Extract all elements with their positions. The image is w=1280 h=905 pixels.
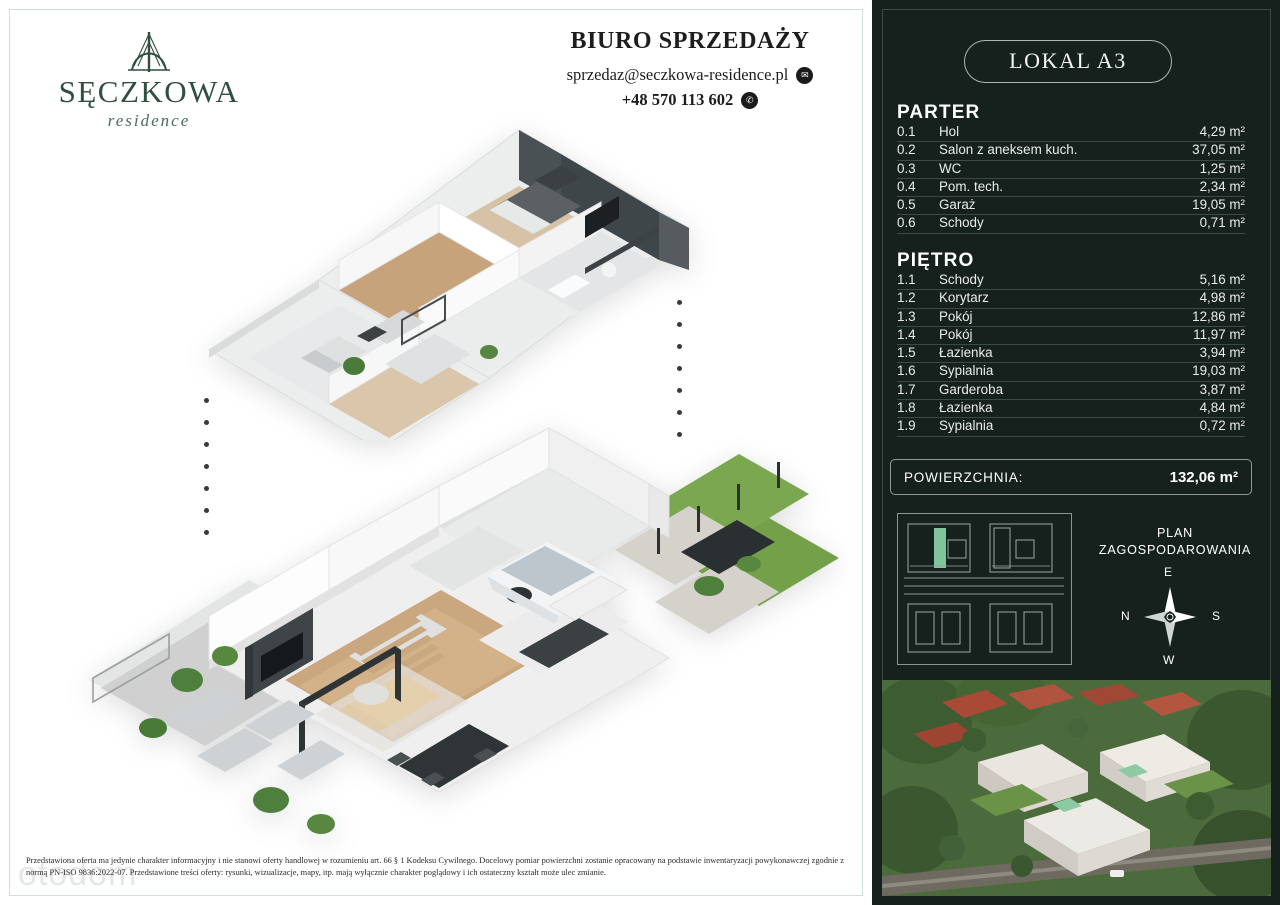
contact-email-row[interactable] xyxy=(500,65,880,85)
table-row xyxy=(897,309,1245,327)
table-row xyxy=(897,345,1245,363)
room-number: 1.5 xyxy=(897,345,916,361)
contact-email: sprzedaz@seczkowa-residence.pl xyxy=(566,65,789,84)
site-plan-title-line1: PLAN xyxy=(1156,526,1194,540)
table-row xyxy=(897,161,1245,179)
room-area: 1,25 m² xyxy=(1199,160,1245,176)
table-row xyxy=(897,400,1245,418)
room-area: 19,05 m² xyxy=(1192,197,1245,213)
legal-disclaimer: Przedstawiona oferta ma jedynie charakter informacyjny i nie stanowi oferty handlowej w rozumieniu art. 66 § 1 Kodeksu Cywilnego. Docelowy pomiar powierzchni zostanie opracowany na podstawie inwentaryzacji powykonawczej zgodnie z normą PN-ISO 9836:2022-07. Przedstawione treści oferty: rysunki, wizualizacje, mapy, itp. mają wyłącznie charakter poglądowy i ich ostateczny kształt może ulec zmianie. xyxy=(26,856,844,878)
table-row xyxy=(897,327,1245,345)
room-number: 0.6 xyxy=(897,215,916,231)
brand-name: SĘCZKOWA xyxy=(58,74,240,109)
room-area: 37,05 m² xyxy=(1192,142,1245,158)
room-name: WC xyxy=(939,160,962,176)
room-number: 1.7 xyxy=(897,381,916,397)
room-name: Pokój xyxy=(939,326,973,342)
room-name: Schody xyxy=(939,272,984,287)
room-area: 2,34 m² xyxy=(1199,178,1245,194)
room-number: 1.2 xyxy=(897,290,916,306)
table-row xyxy=(897,418,1245,436)
room-number: 0.5 xyxy=(897,197,916,213)
room-area: 19,03 m² xyxy=(1192,363,1245,379)
bridge-monogram-icon xyxy=(120,30,178,74)
room-area: 4,29 m² xyxy=(1199,124,1245,139)
room-name: Pokój xyxy=(939,308,973,324)
contact-block xyxy=(500,28,880,115)
table-row xyxy=(897,363,1245,381)
room-area: 5,16 m² xyxy=(1199,272,1245,287)
brand-subtitle: residence xyxy=(107,111,191,130)
room-name: Sypialnia xyxy=(939,418,994,434)
room-name: Łazienka xyxy=(939,400,993,416)
table-row xyxy=(897,124,1245,142)
room-number: 1.9 xyxy=(897,418,916,434)
room-number: 1.4 xyxy=(897,326,916,342)
room-name: Korytarz xyxy=(939,290,989,306)
room-area: 3,87 m² xyxy=(1199,381,1245,397)
table-row xyxy=(897,197,1245,215)
room-number: 0.2 xyxy=(897,142,916,158)
table-row xyxy=(897,272,1245,290)
room-area: 0,72 m² xyxy=(1199,418,1245,434)
compass-needle-icon xyxy=(1142,585,1198,649)
room-area: 4,98 m² xyxy=(1199,290,1245,306)
contact-title: BIURO SPRZEDAŻY xyxy=(570,28,810,54)
room-number: 1.3 xyxy=(897,308,916,324)
table-row xyxy=(897,290,1245,308)
aerial-photo xyxy=(882,680,1271,896)
total-area-label: POWIERZCHNIA: xyxy=(904,469,1024,485)
unit-badge: LOKAL A3 xyxy=(964,40,1172,83)
ground-floor-render xyxy=(49,380,849,850)
room-number: 0.4 xyxy=(897,178,916,194)
room-number: 1.6 xyxy=(897,363,916,379)
room-name: Łazienka xyxy=(939,345,993,361)
table-row xyxy=(897,179,1245,197)
compass-south-label: S xyxy=(1211,609,1220,623)
room-area: 4,84 m² xyxy=(1199,400,1245,416)
room-name: Garderoba xyxy=(939,381,1004,397)
table-row xyxy=(897,142,1245,160)
phone-icon: ✆ xyxy=(741,92,758,109)
room-name: Pom. tech. xyxy=(939,178,1004,194)
room-area: 3,94 m² xyxy=(1199,345,1245,361)
floor-title-pietro: PIĘTRO xyxy=(897,250,975,271)
room-name: Hol xyxy=(939,124,960,139)
total-area-value: 132,06 m² xyxy=(1169,468,1238,486)
room-name: Salon z aneksem kuch. xyxy=(939,142,1078,158)
watermark: otodom xyxy=(18,855,138,893)
floor-title-parter: PARTER xyxy=(897,102,981,123)
room-name: Sypialnia xyxy=(939,363,994,379)
room-area: 12,86 m² xyxy=(1192,308,1245,324)
contact-phone: +48 570 113 602 xyxy=(621,90,734,109)
room-number: 0.3 xyxy=(897,160,916,176)
compass-north-label: N xyxy=(1121,609,1130,623)
site-plan-title-line2: ZAGOSPODAROWANIA xyxy=(1098,543,1252,557)
apartment-3d-renders xyxy=(14,120,859,840)
table-row xyxy=(897,382,1245,400)
table-row xyxy=(897,215,1245,233)
room-list-parter xyxy=(897,124,1245,234)
site-plan-diagram xyxy=(897,513,1072,665)
envelope-icon: ✉ xyxy=(796,67,813,84)
site-plan-title xyxy=(1085,525,1265,559)
room-list-pietro xyxy=(897,272,1245,437)
room-area: 11,97 m² xyxy=(1193,326,1245,342)
room-name: Schody xyxy=(939,215,984,231)
room-number: 0.1 xyxy=(897,124,916,139)
brand-logo xyxy=(24,30,274,130)
compass-west-label: W xyxy=(1163,653,1175,667)
room-area: 0,71 m² xyxy=(1199,215,1245,231)
compass-rose xyxy=(1110,563,1230,673)
room-number: 1.8 xyxy=(897,400,916,416)
compass-east-label: E xyxy=(1164,565,1173,579)
total-area-box xyxy=(890,459,1252,495)
contact-phone-row[interactable] xyxy=(500,90,880,110)
room-number: 1.1 xyxy=(897,272,916,287)
room-name: Garaż xyxy=(939,197,976,213)
